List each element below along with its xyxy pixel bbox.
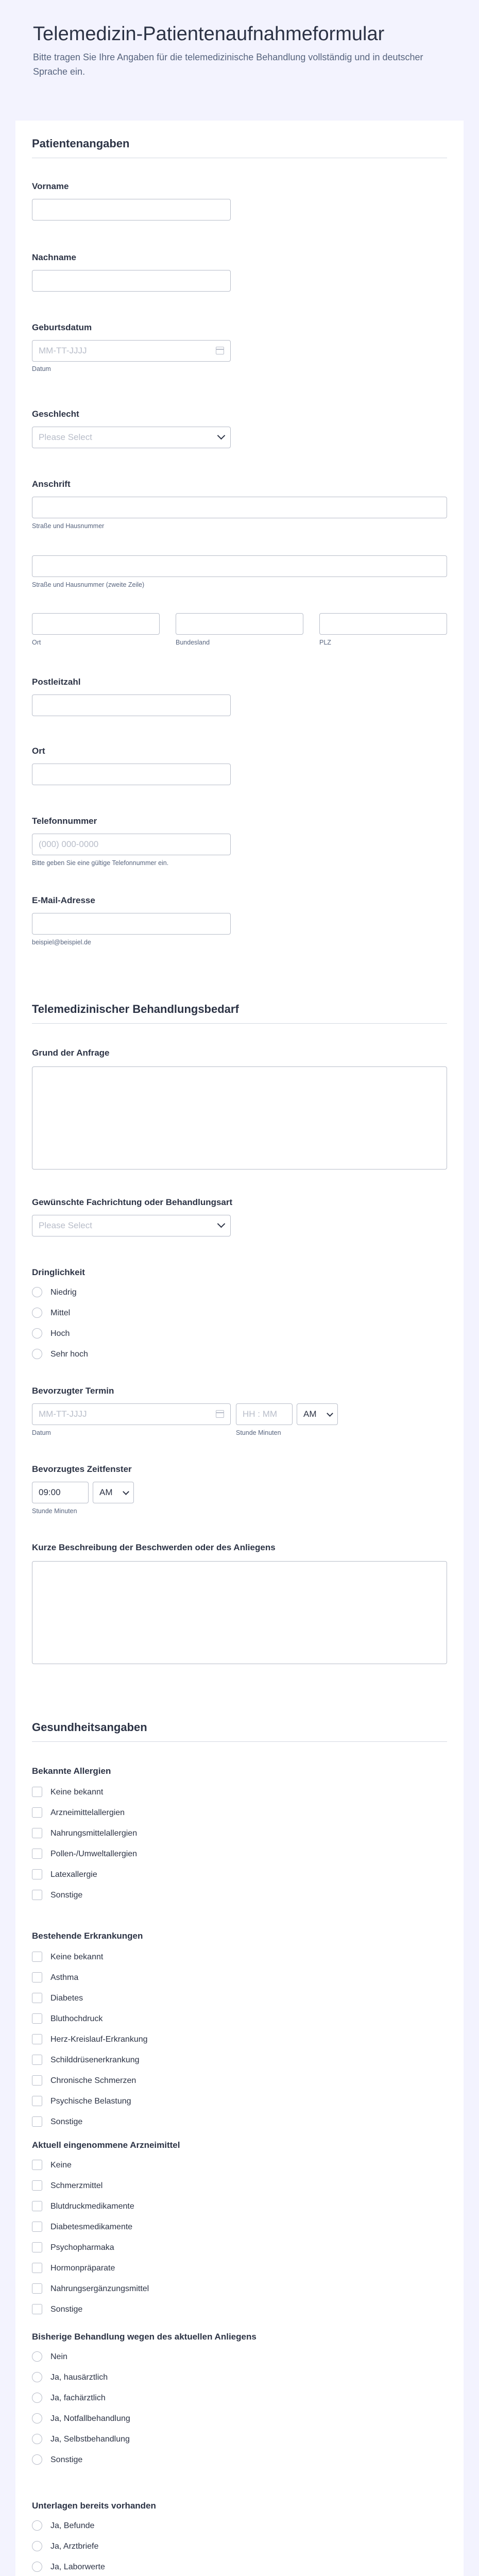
checkbox[interactable] (32, 1993, 42, 2003)
radio-button[interactable] (32, 2372, 42, 2382)
checkbox[interactable] (32, 2160, 42, 2170)
radio-button[interactable] (32, 2520, 42, 2531)
allergy-option-label: Nahrungsmittelallergien (50, 1829, 138, 1838)
address-line2-input[interactable] (32, 555, 447, 577)
allergy-option-label: Pollen-/Umweltallergien (50, 1850, 138, 1858)
timeslot-value: 09:00 (39, 1487, 61, 1497)
radio-button[interactable] (32, 2434, 42, 2444)
prior-label: Bisherige Behandlung wegen des aktuellen Anliegens (32, 2332, 256, 2342)
documents-option-label: Ja, Laborwerte (50, 2563, 105, 2571)
state-sub: Bundesland (176, 639, 210, 646)
medication-option-label: Keine (50, 2161, 72, 2170)
checkbox[interactable] (32, 1890, 42, 1900)
timeslot-sub: Stunde Minuten (32, 1507, 77, 1515)
condition-option-label: Herz-Kreislauf-Erkrankung (50, 2035, 148, 2044)
section-title-patient: Patientenangaben (32, 137, 130, 150)
calendar-icon[interactable] (216, 1410, 224, 1418)
postal-label: Postleitzahl (32, 677, 81, 687)
documents-option-label: Ja, Befunde (50, 2521, 95, 2530)
checkbox[interactable] (32, 2055, 42, 2065)
zip-sub: PLZ (319, 639, 331, 646)
medication-option-label: Nahrungsergänzungsmittel (50, 2284, 149, 2293)
checkbox[interactable] (32, 2201, 42, 2211)
meds-label: Aktuell eingenommene Arzneimittel (32, 2140, 180, 2150)
radio-button[interactable] (32, 1308, 42, 1318)
radio-button[interactable] (32, 2393, 42, 2403)
prior-treatment-option-label: Ja, Selbstbehandlung (50, 2435, 130, 2444)
radio-button[interactable] (32, 1349, 42, 1359)
checkbox[interactable] (32, 1972, 42, 1982)
allergy-option-label: Sonstige (50, 1891, 83, 1900)
prior-treatment-option-label: Ja, hausärztlich (50, 2373, 108, 2382)
checkbox[interactable] (32, 2180, 42, 2191)
conditions-label: Bestehende Erkrankungen (32, 1931, 143, 1941)
form-card (15, 121, 464, 2576)
appointment-ampm-value: AM (303, 1409, 317, 1419)
appointment-time-placeholder: HH : MM (243, 1409, 278, 1419)
email-sub: beispiel@beispiel.de (32, 939, 91, 946)
medication-option-label: Psychopharmaka (50, 2243, 114, 2252)
appointment-time-sub: Stunde Minuten (236, 1429, 281, 1436)
allergy-option-label: Latexallergie (50, 1870, 97, 1879)
medication-option-label: Blutdruckmedikamente (50, 2202, 134, 2211)
gender-placeholder: Please Select (39, 432, 92, 442)
medication-option-label: Hormonpräparate (50, 2264, 115, 2273)
medication-option-label: Schmerzmittel (50, 2181, 103, 2190)
phone-sub: Bitte geben Sie eine gültige Telefonnummer ein. (32, 859, 169, 867)
email-label: E-Mail-Adresse (32, 895, 95, 905)
first-name-label: Vorname (32, 181, 69, 191)
prior-treatment-option-label: Ja, Notfallbehandlung (50, 2414, 130, 2423)
radio-button[interactable] (32, 2351, 42, 2362)
appointment-date-placeholder: MM-TT-JJJJ (39, 1409, 87, 1419)
reason-label: Grund der Anfrage (32, 1048, 110, 1058)
condition-option-label: Psychische Belastung (50, 2097, 131, 2106)
checkbox[interactable] (32, 2242, 42, 2252)
urgency-option-label: Hoch (50, 1329, 70, 1338)
checkbox[interactable] (32, 2075, 42, 2086)
specialty-placeholder: Please Select (39, 1221, 92, 1230)
condition-option-label: Bluthochdruck (50, 2014, 103, 2023)
chevron-down-icon (123, 1488, 129, 1495)
checkbox[interactable] (32, 2096, 42, 2106)
appointment-ampm-select[interactable] (297, 1403, 338, 1425)
complaint-label: Kurze Beschreibung der Beschwerden oder des Anliegens (32, 1543, 276, 1552)
chevron-down-icon (217, 432, 226, 440)
timeslot-ampm-value: AM (99, 1487, 113, 1497)
appointment-date-sub: Datum (32, 1429, 51, 1436)
chevron-down-icon (217, 1220, 226, 1228)
timeslot-input[interactable] (32, 1482, 89, 1503)
medication-option-label: Diabetesmedikamente (50, 2223, 133, 2231)
checkbox[interactable] (32, 1952, 42, 1962)
prior-treatment-option-label: Nein (50, 2352, 67, 2361)
specialty-label: Gewünschte Fachrichtung oder Behandlungsart (32, 1197, 233, 1207)
birthdate-sub: Datum (32, 365, 51, 372)
prior-treatment-option-label: Sonstige (50, 2455, 83, 2464)
urgency-option-label: Mittel (50, 1309, 71, 1317)
condition-option-label: Sonstige (50, 2117, 83, 2126)
checkbox[interactable] (32, 1787, 42, 1797)
allergies-label: Bekannte Allergien (32, 1766, 111, 1776)
radio-button[interactable] (32, 2454, 42, 2465)
radio-button[interactable] (32, 1287, 42, 1297)
radio-button[interactable] (32, 2562, 42, 2572)
form-subtitle: Bitte tragen Sie Ihre Angaben für die telemedizinische Behandlung vollständig und in deutscher Sprache ein. (33, 52, 423, 77)
phone-placeholder: (000) 000-0000 (39, 839, 99, 849)
form-title: Telemedizin-Patientenaufnahmeformular (33, 23, 385, 45)
gender-label: Geschlecht (32, 409, 79, 419)
checkbox[interactable] (32, 1869, 42, 1879)
last-name-label: Nachname (32, 252, 76, 262)
documents-option-label: Ja, Arztbriefe (50, 2542, 99, 2551)
allergy-option-label: Arzneimittelallergien (50, 1808, 125, 1817)
condition-option-label: Asthma (50, 1973, 79, 1982)
divider (32, 1023, 447, 1024)
complaint-textarea[interactable] (32, 1561, 447, 1664)
section-title-health: Gesundheitsangaben (32, 1721, 147, 1734)
checkbox[interactable] (32, 2013, 42, 2024)
chevron-down-icon (327, 1410, 333, 1417)
urgency-label: Dringlichkeit (32, 1267, 85, 1277)
appointment-time-input[interactable] (236, 1403, 293, 1425)
checkbox[interactable] (32, 2283, 42, 2294)
form-header (0, 0, 479, 121)
radio-button[interactable] (32, 1328, 42, 1338)
medication-option-label: Sonstige (50, 2305, 83, 2314)
city-input[interactable] (32, 613, 160, 635)
city-sub: Ort (32, 639, 41, 646)
checkbox[interactable] (32, 2034, 42, 2044)
condition-option-label: Keine bekannt (50, 1953, 104, 1961)
calendar-icon[interactable] (216, 347, 224, 354)
address-line1-input[interactable] (32, 497, 447, 518)
state-input[interactable] (176, 613, 303, 635)
condition-option-label: Schilddrüsenerkrankung (50, 2056, 140, 2064)
email-input[interactable] (32, 913, 231, 935)
prior-treatment-option-label: Ja, fachärztlich (50, 2394, 106, 2402)
divider (32, 1741, 447, 1742)
checkbox[interactable] (32, 2222, 42, 2232)
radio-button[interactable] (32, 2541, 42, 2551)
appointment-label: Bevorzugter Termin (32, 1386, 114, 1396)
urgency-option-label: Niedrig (50, 1288, 77, 1297)
condition-option-label: Chronische Schmerzen (50, 2076, 136, 2085)
phone-input[interactable] (32, 834, 231, 855)
ort-input[interactable] (32, 764, 231, 785)
ort-label: Ort (32, 746, 45, 756)
section-title-need: Telemedizinischer Behandlungsbedarf (32, 1003, 239, 1015)
checkbox[interactable] (32, 1849, 42, 1859)
checkbox[interactable] (32, 2263, 42, 2273)
specialty-select[interactable] (32, 1215, 231, 1236)
address-label: Anschrift (32, 479, 71, 489)
address-line2-sub: Straße und Hausnummer (zweite Zeile) (32, 581, 145, 588)
reason-textarea[interactable] (32, 1066, 447, 1170)
address-line1-sub: Straße und Hausnummer (32, 522, 105, 530)
condition-option-label: Diabetes (50, 1994, 83, 2003)
urgency-option-label: Sehr hoch (50, 1350, 88, 1359)
birthdate-input[interactable] (32, 340, 231, 362)
checkbox[interactable] (32, 1828, 42, 1838)
first-name-input[interactable] (32, 199, 231, 221)
timeslot-ampm-select[interactable] (93, 1482, 134, 1503)
last-name-input[interactable] (32, 270, 231, 292)
checkbox[interactable] (32, 2116, 42, 2127)
zip-input[interactable] (319, 613, 447, 635)
birthdate-label: Geburtsdatum (32, 323, 92, 332)
allergy-option-label: Keine bekannt (50, 1788, 104, 1797)
checkbox[interactable] (32, 1807, 42, 1818)
gender-select[interactable] (32, 427, 231, 448)
checkbox[interactable] (32, 2304, 42, 2314)
timeslot-label: Bevorzugtes Zeitfenster (32, 1464, 132, 1474)
postal-input[interactable] (32, 694, 231, 716)
phone-label: Telefonnummer (32, 816, 97, 826)
appointment-date-input[interactable] (32, 1403, 231, 1425)
docs-label: Unterlagen bereits vorhanden (32, 2501, 156, 2511)
radio-button[interactable] (32, 2413, 42, 2424)
birthdate-placeholder: MM-TT-JJJJ (39, 346, 87, 355)
